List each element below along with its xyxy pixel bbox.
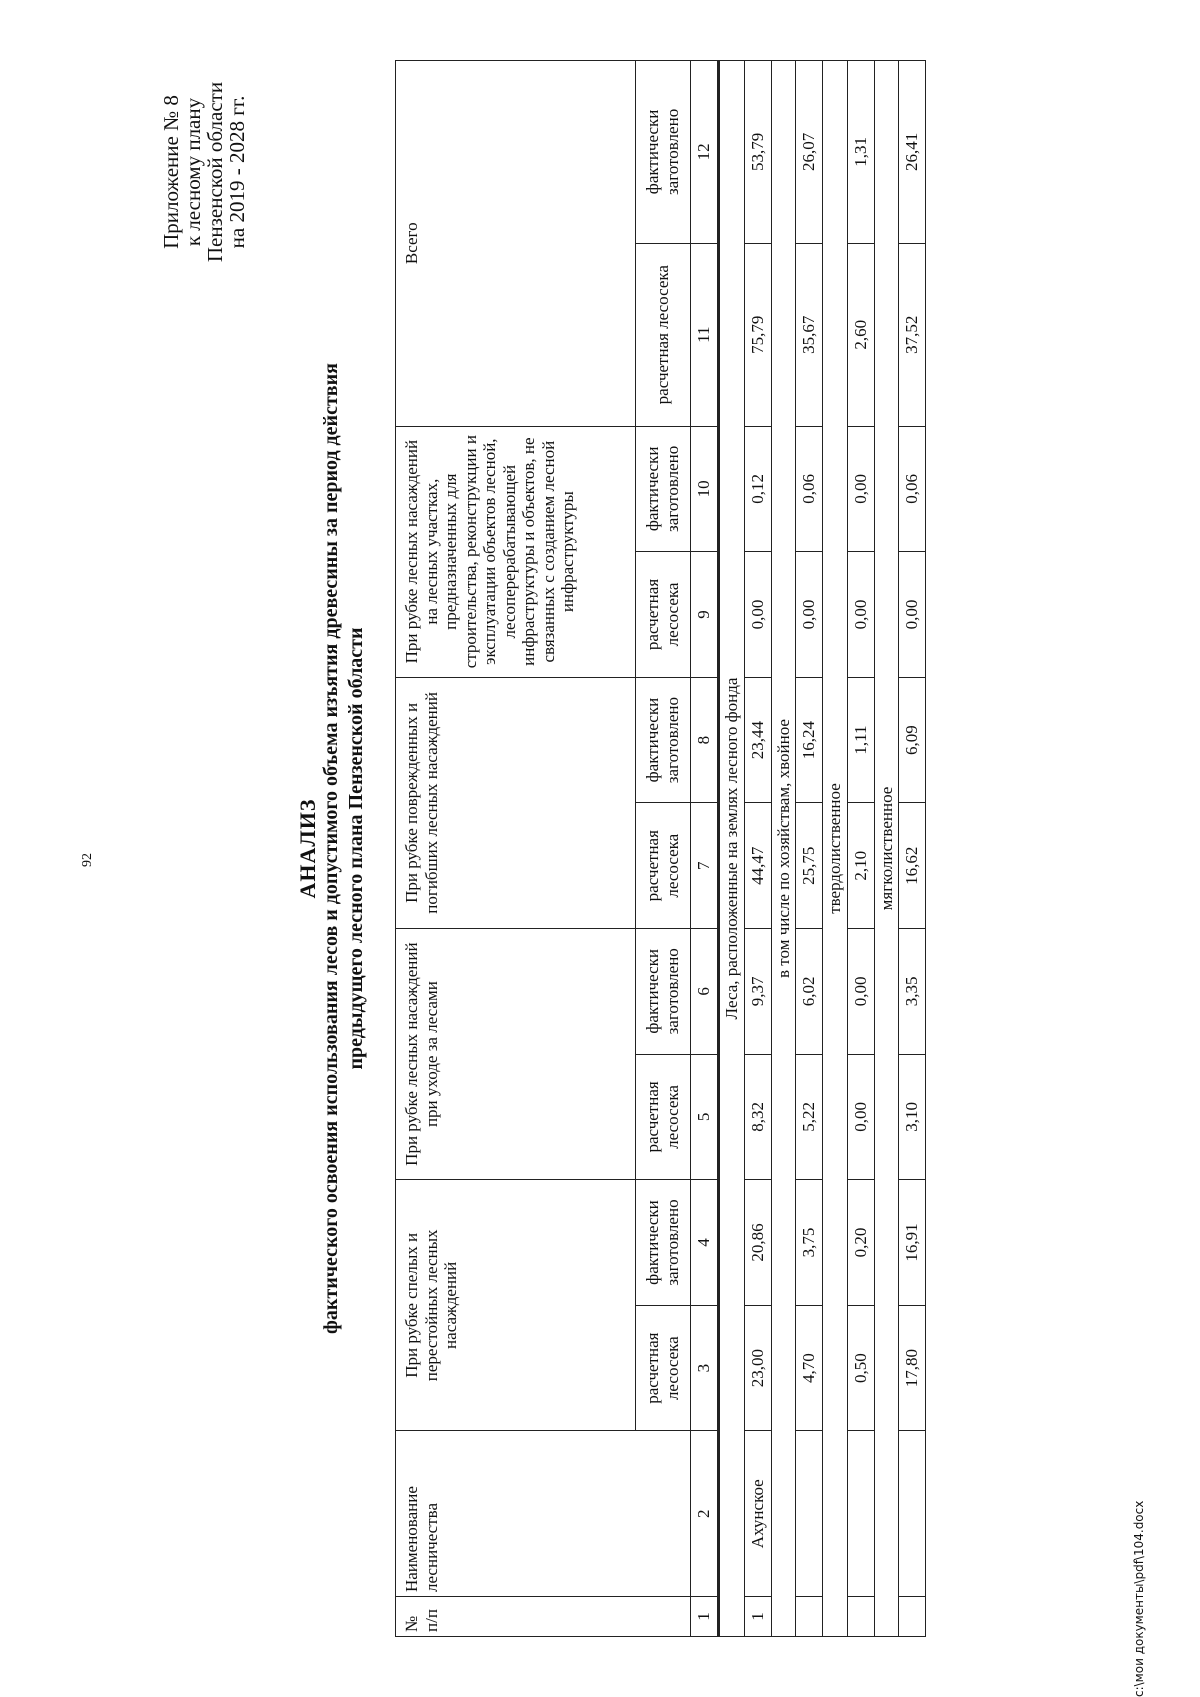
cell-value: 8,32 — [744, 1054, 771, 1180]
cell-value: 75,79 — [744, 243, 771, 426]
page-number: 92 — [80, 853, 95, 867]
cell-value: 0,20 — [847, 1180, 874, 1306]
subheader-fact: фактически заготовлено — [636, 929, 691, 1055]
col-number: 1 — [691, 1597, 719, 1637]
cell-value: 5,22 — [796, 1054, 823, 1180]
document-subtitle-2: предыдущего лесного плана Пензенской области — [345, 627, 367, 1070]
cell-value: 6,02 — [796, 929, 823, 1055]
table-row — [744, 61, 771, 1637]
header-group3: При рубке поврежденных и погибших лесных насаждений — [396, 677, 636, 928]
appendix-note — [160, 57, 248, 287]
table-row — [796, 61, 823, 1637]
cell-value: 16,24 — [796, 677, 823, 803]
document-subtitle: фактического освоения использования лесов и допустимого объема изъятия древесины за период действия — [320, 363, 342, 1334]
section-by-farm: в том числе по хозяйствам, хвойное — [771, 61, 796, 1637]
cell-value: 23,00 — [744, 1305, 771, 1431]
cell-value: 44,47 — [744, 803, 771, 929]
cell-value: 37,52 — [899, 243, 926, 426]
header-group5: Всего — [396, 61, 636, 427]
cell-name: Ахунское — [744, 1431, 771, 1597]
section-row — [719, 61, 745, 1637]
cell-value: 1,31 — [847, 61, 874, 244]
subheader-fact: фактически заготовлено — [636, 61, 691, 244]
cell-value: 25,75 — [796, 803, 823, 929]
col-number: 11 — [691, 243, 719, 426]
analysis-table — [395, 60, 926, 1637]
cell-value: 16,62 — [899, 803, 926, 929]
appendix-line: Приложение № 8 — [159, 95, 183, 249]
cell-value: 0,00 — [796, 552, 823, 678]
cell-name — [796, 1431, 823, 1597]
file-path: c:\мои документы\pdf\104.docx — [1132, 1500, 1146, 1697]
cell-value: 9,37 — [744, 929, 771, 1055]
table-row — [847, 61, 874, 1637]
header-group2: При рубке лесных насаждений при уходе за лесами — [396, 929, 636, 1180]
cell-value: 20,86 — [744, 1180, 771, 1306]
subheader-calc: расчетная лесосека — [636, 803, 691, 929]
cell-value: 35,67 — [796, 243, 823, 426]
appendix-line: к лесному плану — [181, 97, 206, 247]
col-number: 12 — [691, 61, 719, 244]
cell-value: 26,07 — [796, 61, 823, 244]
cell-value: 16,91 — [899, 1180, 926, 1306]
cell-value: 3,10 — [899, 1054, 926, 1180]
cell-no — [796, 1597, 823, 1637]
header-no: № п/п — [396, 1597, 691, 1637]
header-group4: При рубке лесных насаждений на лесных участках, предназначенных для строительства, реконструкции и эксплуатации объектов лесной, лесоперерабатывающей инфраструктуры и объектов, не связанных с созданием лесной инфраструктуры — [396, 426, 636, 677]
subheader-fact: фактически заготовлено — [636, 677, 691, 803]
subheader-calc: расчетная лесосека — [636, 552, 691, 678]
subheader-calc: расчетная лесосека — [636, 243, 691, 426]
col-number: 6 — [691, 929, 719, 1055]
cell-value: 26,41 — [899, 61, 926, 244]
col-number: 7 — [691, 803, 719, 929]
header-group1: При рубке спелых и перестойных лесных насаждений — [396, 1180, 636, 1431]
cell-value: 0,00 — [847, 1054, 874, 1180]
col-number: 2 — [691, 1431, 719, 1597]
table-row — [899, 61, 926, 1637]
header-row — [396, 61, 636, 1637]
cell-value: 0,00 — [847, 929, 874, 1055]
subheader-fact: фактически заготовлено — [636, 426, 691, 552]
cell-value: 4,70 — [796, 1305, 823, 1431]
document-title: АНАЛИЗ — [295, 798, 320, 899]
cell-value: 0,12 — [744, 426, 771, 552]
subheader-calc: расчетная лесосека — [636, 1054, 691, 1180]
cell-value: 0,00 — [744, 552, 771, 678]
section-row — [874, 61, 899, 1637]
cell-value: 3,75 — [796, 1180, 823, 1306]
cell-value: 1,11 — [847, 677, 874, 803]
col-number: 10 — [691, 426, 719, 552]
cell-value: 2,10 — [847, 803, 874, 929]
section-row — [823, 61, 848, 1637]
cell-value: 0,00 — [847, 426, 874, 552]
col-number: 9 — [691, 552, 719, 678]
subheader-row — [636, 61, 691, 1637]
cell-value: 0,00 — [899, 552, 926, 678]
cell-name — [899, 1431, 926, 1597]
section-softwood: мягколиственное — [874, 61, 899, 1637]
cell-value: 17,80 — [899, 1305, 926, 1431]
header-name: Наименование лесничества — [396, 1431, 691, 1597]
cell-no: 1 — [744, 1597, 771, 1637]
col-number: 4 — [691, 1180, 719, 1306]
appendix-line: Пензенской области — [203, 81, 228, 263]
cell-value: 3,35 — [899, 929, 926, 1055]
cell-no — [899, 1597, 926, 1637]
cell-value: 23,44 — [744, 677, 771, 803]
cell-value: 53,79 — [744, 61, 771, 244]
col-number: 3 — [691, 1305, 719, 1431]
cell-value: 0,00 — [847, 552, 874, 678]
cell-name — [847, 1431, 874, 1597]
cell-value: 6,09 — [899, 677, 926, 803]
col-number: 5 — [691, 1054, 719, 1180]
column-number-row — [691, 61, 719, 1637]
section-hardwood: твердолиственное — [823, 61, 848, 1637]
cell-no — [847, 1597, 874, 1637]
section-total-forest: Леса, расположенные на землях лесного фонда — [719, 61, 745, 1637]
cell-value: 0,06 — [899, 426, 926, 552]
appendix-line: на 2019 - 2028 гг. — [225, 95, 250, 249]
subheader-fact: фактически заготовлено — [636, 1180, 691, 1306]
section-row — [771, 61, 796, 1637]
cell-value: 0,06 — [796, 426, 823, 552]
subheader-calc: расчетная лесосека — [636, 1305, 691, 1431]
col-number: 8 — [691, 677, 719, 803]
cell-value: 2,60 — [847, 243, 874, 426]
cell-value: 0,50 — [847, 1305, 874, 1431]
